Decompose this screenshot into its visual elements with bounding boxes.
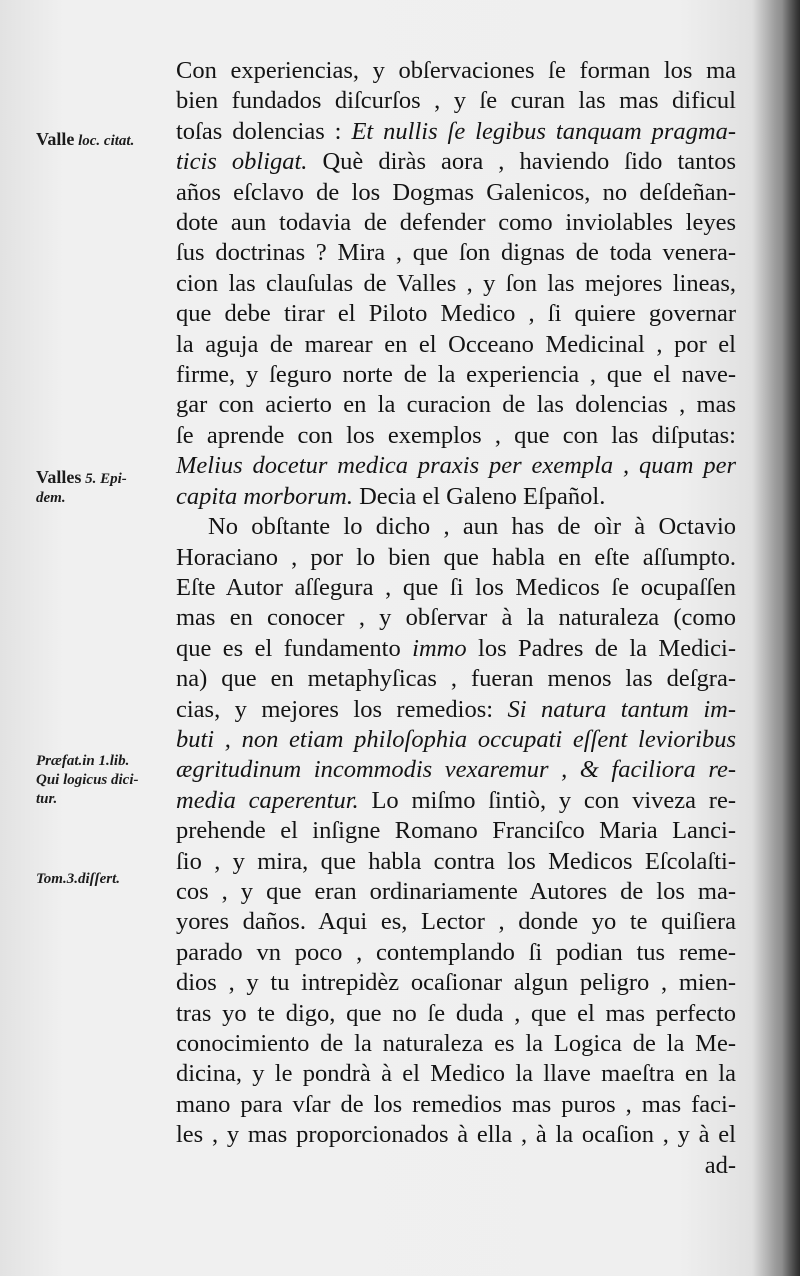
text-line [176, 968, 736, 998]
catchword: ad- [704, 1151, 736, 1179]
text-segment: mas en conocer , y obſervar à la naturaleza (como [176, 604, 736, 632]
text-segment: yores daños. Aqui es, Lector , donde yo te quiſiera [176, 908, 736, 936]
text-line [176, 634, 736, 664]
margin-note-line: tur. [36, 791, 58, 807]
text-segment: cion las clauſulas de Valles , y ſon las mejores lineas, [176, 269, 736, 297]
margin-note-lead: Valles [36, 467, 82, 487]
text-segment: No obſtante lo dicho , aun has de oìr à Octavio [208, 513, 736, 541]
text-segment: Lo miſmo ſintiò, y con viveza re- [358, 786, 737, 814]
text-segment: que debe tirar el Piloto Medico , ſi quiere governar [176, 300, 736, 328]
text-line [176, 664, 736, 694]
text-line [176, 786, 736, 816]
text-line [176, 360, 736, 390]
text-line [176, 299, 736, 329]
text-line [176, 482, 736, 512]
text-segment: Què diràs aora , haviendo ſido tantos [307, 148, 736, 176]
text-line [176, 147, 736, 177]
text-line [176, 1120, 736, 1150]
main-text-block [176, 56, 736, 1181]
text-segment: toſas dolencias : [176, 117, 352, 145]
margin-note-line: Præfat.in 1.lib. [36, 753, 130, 769]
text-segment: conocimiento de la naturaleza es la Logica de la Me- [176, 1030, 736, 1057]
margin-note-rest: 5. Epi- [81, 471, 127, 487]
text-line [176, 178, 736, 208]
italic-segment: Et nullis ſe legibus tanquam pragma- [351, 117, 736, 145]
italic-segment: media caperentur. [176, 786, 359, 814]
italic-segment: Melius docetur medica praxis per exempla , quam per [176, 452, 736, 480]
text-line [176, 573, 736, 603]
text-segment: ſio , y mira, que habla contra los Medicos Eſcolaſti- [176, 847, 736, 875]
text-segment: parado vn poco , contemplando ſi podian tus reme- [176, 938, 736, 966]
text-segment: Eſte Autor aſſegura , que ſi los Medicos ſe ocupaſſen [176, 573, 736, 601]
text-segment: les , y mas proporcionados à ella , à la ocaſion , y à el [176, 1121, 736, 1149]
text-line [176, 86, 736, 116]
binding-shadow [782, 0, 800, 1276]
margin-note-line [36, 468, 174, 489]
text-line [176, 390, 736, 420]
text-segment: bien fundados diſcurſos , y ſe curan las mas dificul [176, 87, 736, 115]
text-line [176, 999, 736, 1029]
text-line [176, 1059, 736, 1089]
text-segment: cias, y mejores los remedios: [176, 695, 508, 723]
text-line [176, 907, 736, 937]
text-segment: dios , y tu intrepidèz ocaſionar algun peligro , mien- [176, 969, 736, 997]
italic-segment: immo [412, 634, 467, 662]
text-segment: na) que en metaphyſicas , fueran menos las deſgra- [176, 665, 736, 693]
text-line [176, 755, 736, 785]
text-segment: cos , y que eran ordinariamente Autores de los ma- [176, 877, 736, 905]
italic-segment: Si natura tantum im- [507, 695, 736, 723]
text-line [176, 421, 736, 451]
text-line [176, 877, 736, 907]
text-segment: mano para vſar de los remedios mas puros , mas faci- [176, 1090, 736, 1118]
margin-note-praefat [36, 752, 174, 809]
text-line [176, 269, 736, 299]
italic-segment: capita morborum. [176, 482, 353, 510]
text-segment: gar con acierto en la curacion de las dolencias , mas [176, 391, 736, 419]
italic-segment: ticis obligat. [176, 148, 308, 176]
text-segment: Con experiencias, y obſervaciones ſe forman los ma [176, 57, 736, 84]
text-segment: los Padres de la Medici- [466, 634, 736, 662]
margin-note-line [36, 130, 174, 151]
margin-note-line: dem. [36, 490, 66, 506]
margin-note-valle [36, 130, 174, 151]
margin-note-lead: Valle [36, 129, 75, 149]
text-line [176, 330, 736, 360]
text-line [176, 56, 736, 86]
text-segment: ſe aprende con los exemplos , que con las diſputas: [176, 421, 736, 449]
text-segment: años eſclavo de los Dogmas Galenicos, no deſdeñan- [176, 178, 736, 206]
text-line [176, 1029, 736, 1059]
text-segment: que es el fundamento [176, 634, 413, 662]
text-line [176, 603, 736, 633]
italic-segment: buti , non etiam philoſophia occupati eſſent levioribus [176, 725, 736, 753]
text-segment: la aguja de marear en el Occeano Medicinal , por el [176, 330, 736, 358]
text-line [176, 695, 736, 725]
text-line [176, 238, 736, 268]
text-segment: Decia el Galeno Eſpañol. [352, 482, 606, 510]
margin-note-tom3 [36, 870, 174, 889]
text-line [176, 543, 736, 573]
text-line [176, 512, 736, 542]
text-segment: prehende el inſigne Romano Franciſco Maria Lanci- [176, 817, 736, 845]
text-segment: Horaciano , por lo bien que habla en eſte aſſumpto. [176, 543, 736, 571]
margin-note-line: Qui logicus dici- [36, 772, 139, 788]
text-segment: firme, y ſeguro norte de la experiencia , que el nave- [176, 361, 736, 389]
margin-note-rest: loc. citat. [74, 133, 135, 149]
text-line [176, 117, 736, 147]
italic-segment: ægritudinum incommodis vexaremur , & faciliora re- [176, 756, 736, 784]
text-line [176, 847, 736, 877]
text-segment: ſus doctrinas ? Mira , que ſon dignas de toda venera- [176, 239, 736, 267]
text-line [176, 451, 736, 481]
margin-note-line: Tom.3.diſſert. [36, 871, 121, 887]
text-segment: dote aun todavia de defender como inviolables leyes [176, 209, 736, 237]
text-line [176, 725, 736, 755]
text-line [176, 208, 736, 238]
text-segment: tras yo te digo, que no ſe duda , que el mas perfecto [176, 999, 736, 1027]
text-line [176, 1090, 736, 1120]
margin-note-valles-epidem [36, 468, 174, 508]
text-line [176, 938, 736, 968]
text-segment: dicina, y le pondrà à el Medico la llave maeſtra en la [176, 1060, 736, 1088]
text-line [176, 816, 736, 846]
